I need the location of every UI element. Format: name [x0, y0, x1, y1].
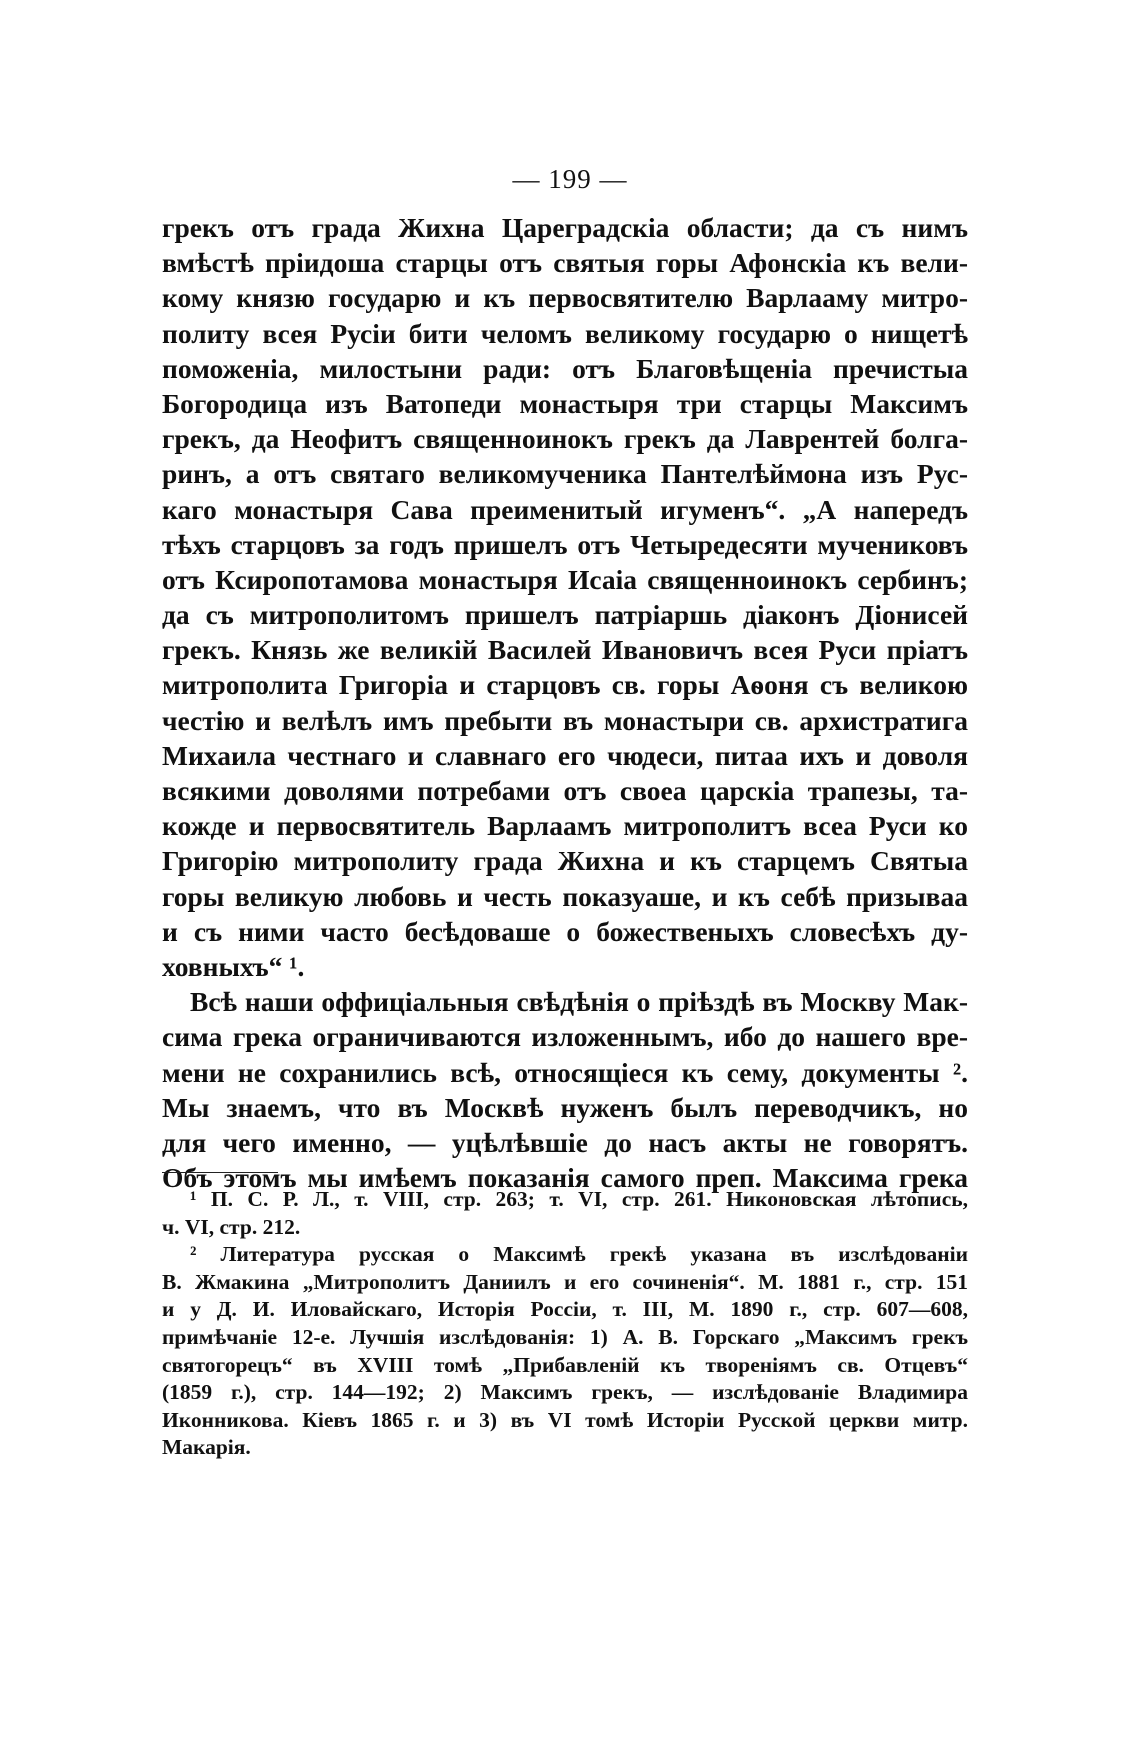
text-line: грекъ. Князь же великiй Василей Ивановичъ всея Руси прiатъ	[162, 634, 968, 666]
footnote-line: В. Жмакина „Митрополитъ Даниилъ и его сочиненiя“. М. 1881 г., стр. 151	[162, 1269, 968, 1294]
footnote-line: Макарiя.	[162, 1435, 251, 1460]
text-line: вмѣстѣ прiидоша старцы отъ святыя горы Афонскiа къ вели-	[162, 247, 968, 279]
text-line: ринъ, а отъ святаго великомученика Пантелѣймона изъ Рус-	[162, 458, 968, 490]
text-line: отъ Ксиропотамова монастыря Исаiа священноинокъ сербинъ;	[162, 563, 968, 595]
text-line: грекъ, да Неофитъ священноинокъ грекъ да Лаврентей болга-	[162, 423, 968, 455]
footnote-line: (1859 г.), стр. 144—192; 2) Максимъ грекъ, — изслѣдованiе Владимира	[162, 1380, 968, 1405]
text-line: для чего именно, — уцѣлѣвшiе до насъ акты не говорятъ.	[162, 1126, 968, 1158]
paragraph-first-line: Всѣ наши оффицiальныя свѣдѣнiя о прiѣздѣ въ Москву Мак-	[190, 986, 968, 1018]
text-line: каго монастыря Сава преименитый игуменъ“. „А напередъ	[162, 493, 968, 525]
footnote-line: и у Д. И. Иловайскаго, Исторiя Россiи, т. III, М. 1890 г., стр. 607—608,	[162, 1297, 968, 1322]
main-text	[162, 210, 968, 1195]
text-line: честiю и велѣлъ имъ пребыти въ монастыри св. архистратига	[162, 704, 968, 736]
text-line: сима грека ограничиваются изложеннымъ, ибо до нашего вре-	[162, 1021, 968, 1053]
text-line: Михаила честнаго и славнаго его чюдеси, питаа ихъ и доволя	[162, 739, 968, 771]
footnote-divider	[162, 1172, 278, 1173]
page-number: — 199 —	[512, 164, 628, 194]
text-line: Григорiю митрополиту града Жихна и къ старцемъ Святыа	[162, 845, 968, 877]
text-line: тѣхъ старцовъ за годъ пришелъ отъ Четыредесяти мучениковъ	[162, 528, 968, 560]
text-line: Богородица изъ Ватопеди монастыря три старцы Максимъ	[162, 387, 968, 419]
text-line: горы великую любовь и честь показуаше, и къ себѣ призываа	[162, 880, 968, 912]
text-line: мени не сохранились всѣ, относящiеся къ сему, документы ².	[162, 1056, 968, 1088]
text-line: Мы знаемъ, что въ Москвѣ нуженъ былъ переводчикъ, но	[162, 1091, 968, 1123]
footnote-line: святогорецъ“ въ XVIII томѣ „Прибавленiй къ творенiямъ св. Отцевъ“	[162, 1352, 968, 1377]
text-line: ховныхъ“ ¹.	[162, 950, 305, 982]
text-line: грекъ отъ града Жихна Цареградскiа области; да съ нимъ	[162, 212, 968, 243]
footnote-line: ч. VI, стр. 212.	[162, 1214, 301, 1239]
text-line: кому князю государю и къ первосвятителю Варлааму митро-	[162, 282, 968, 314]
text-line: митрополита Григорiа и старцовъ св. горы Аѳоня съ великою	[162, 669, 968, 701]
text-line: поможенiа, милостыни ради: отъ Благовѣщенiа пречистыа	[162, 352, 968, 384]
footnote-line: ² Литература русская о Максимѣ грекѣ указана въ изслѣдованiи	[190, 1242, 968, 1267]
text-line: и съ ними часто бесѣдоваше о божественыхъ словесѣхъ ду-	[162, 915, 968, 947]
text-line: кожде и первосвятитель Варлаамъ митрополитъ всеа Руси ко	[162, 810, 968, 842]
footnote-line: Иконникова. Кiевъ 1865 г. и 3) въ VI томѣ Исторiи Русской церкви митр.	[162, 1407, 968, 1432]
text-line: да съ митрополитомъ пришелъ патрiаршь дiаконъ Дiонисей	[162, 599, 968, 631]
footnotes	[162, 1186, 968, 1462]
text-line: Объ этомъ мы имѣемъ показанiя самого преп. Максима грека	[162, 1162, 968, 1194]
text-line: всякими доволями потребами отъ своеа царскiа трапезы, та-	[162, 775, 968, 806]
text-line: политу всея Русiи бити челомъ великому государю о нищетѣ	[162, 317, 968, 349]
footnote-line: ¹ П. С. Р. Л., т. VIII, стр. 263; т. VI, стр. 261. Никоновская лѣтопись,	[190, 1187, 968, 1211]
footnote-line: примѣчанiе 12-е. Лучшiя изслѣдованiя: 1) А. В. Горскаго „Максимъ грекъ	[162, 1324, 968, 1349]
